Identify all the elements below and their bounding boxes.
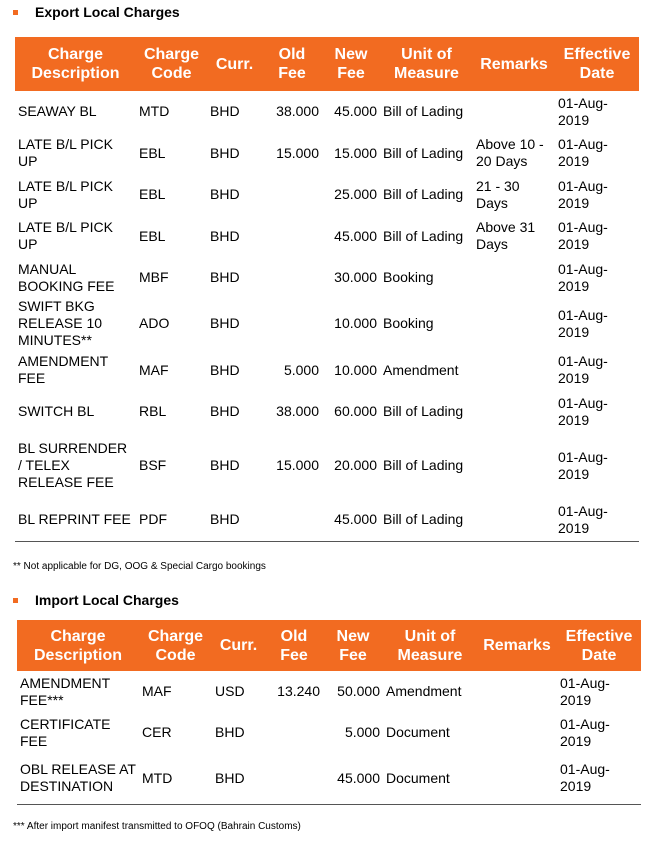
cell-old-fee: 5.000 [283, 361, 319, 378]
cell-currency: BHD [210, 103, 240, 119]
cell-effective-date: 01-Aug-2019 [558, 448, 608, 482]
cell-old-fee [262, 499, 322, 541]
table-row [15, 257, 639, 298]
cell-currency: BHD [210, 144, 240, 161]
cell-old-fee: 13.240 [277, 683, 320, 699]
header-unit-of-measure: Unit of Measure [383, 620, 477, 671]
cell-charge-code: MTD [139, 103, 170, 119]
cell-effective-date: 01-Aug-2019 [558, 94, 608, 128]
header-charge-code: Charge Code [136, 37, 207, 91]
cell-new-fee: 10.000 [334, 361, 377, 378]
table-row [15, 298, 639, 349]
cell-charge-description: BL REPRINT FEE [15, 499, 136, 541]
cell-charge-code: EBL [139, 186, 166, 202]
cell-new-fee: 45.000 [322, 499, 380, 541]
cell-old-fee [265, 712, 323, 753]
cell-unit-of-measure: Amendment [386, 683, 462, 699]
export-title-text: Export Local Charges [35, 4, 180, 20]
header-remarks: Remarks [477, 620, 557, 671]
cell-old-fee [262, 215, 322, 257]
export-footnote: ** Not applicable for DG, OOG & Special Cargo bookings [13, 561, 266, 572]
cell-new-fee: 10.000 [334, 315, 377, 331]
cell-charge-code: PDF [136, 499, 207, 541]
cell-currency: BHD [210, 315, 240, 331]
cell-charge-description: AMENDMENT FEE*** [20, 674, 110, 708]
export-table-body [15, 91, 639, 541]
cell-unit-of-measure: Bill of Lading [383, 403, 464, 419]
header-unit-of-measure: Unit of Measure [380, 37, 473, 91]
cell-new-fee: 25.000 [334, 186, 377, 202]
cell-effective-date: 01-Aug-2019 [558, 394, 608, 428]
header-old-fee: Old Fee [262, 37, 322, 91]
header-new-fee: New Fee [323, 620, 383, 671]
table-row [17, 753, 641, 804]
header-new-fee: New Fee [322, 37, 380, 91]
cell-effective-date: 01-Aug-2019 [558, 177, 608, 211]
cell-unit-of-measure: Document [386, 724, 450, 740]
import-charges-table [17, 620, 641, 805]
cell-unit-of-measure: Document [383, 753, 477, 804]
cell-charge-description: BL SURRENDER / TELEX RELEASE FEE [18, 440, 128, 490]
cell-currency: BHD [210, 269, 240, 285]
cell-unit-of-measure: Bill of Lading [383, 227, 464, 244]
cell-remarks: Above 10 - 20 Days [476, 136, 544, 169]
cell-currency: BHD [210, 361, 240, 378]
table-row [15, 499, 639, 541]
cell-new-fee: 5.000 [344, 724, 380, 740]
bullet-icon [13, 10, 18, 15]
cell-remarks: 21 - 30 Days [476, 177, 520, 211]
cell-unit-of-measure: Bill of Lading [383, 457, 464, 473]
cell-unit-of-measure: Bill of Lading [380, 499, 473, 541]
cell-effective-date: 01-Aug-2019 [558, 136, 608, 169]
cell-effective-date: 01-Aug-2019 [558, 219, 608, 252]
table-row [15, 391, 639, 432]
header-charge-description: Charge Description [15, 37, 136, 91]
cell-old-fee [265, 753, 323, 804]
cell-currency: USD [215, 683, 245, 699]
table-row [15, 132, 639, 174]
cell-remarks [473, 298, 555, 349]
cell-currency: BHD [212, 753, 265, 804]
table-row [15, 174, 639, 215]
header-charge-description: Charge Description [17, 620, 139, 671]
table-row [17, 671, 641, 712]
cell-unit-of-measure: Booking [383, 269, 434, 285]
table-row [15, 432, 639, 499]
cell-charge-code: EBL [139, 144, 166, 161]
cell-currency: BHD [215, 724, 245, 740]
cell-old-fee: 38.000 [276, 403, 319, 419]
cell-effective-date: 01-Aug-2019 [558, 353, 608, 386]
cell-new-fee: 15.000 [334, 144, 377, 161]
cell-old-fee [262, 298, 322, 349]
import-footnote: *** After import manifest transmitted to OFOQ (Bahrain Customs) [13, 821, 301, 832]
header-effective-date: Effective Date [557, 620, 641, 671]
cell-charge-code: ADO [139, 315, 170, 331]
cell-charge-code: RBL [139, 403, 167, 419]
cell-charge-code: BSF [139, 457, 167, 473]
cell-charge-code: MAF [142, 683, 172, 699]
cell-effective-date: 01-Aug-2019 [555, 499, 639, 541]
cell-remarks [477, 671, 557, 712]
cell-effective-date: 01-Aug-2019 [560, 715, 610, 749]
export-section-title [13, 4, 180, 20]
export-charges-table [15, 37, 639, 542]
import-section-title [13, 592, 179, 608]
cell-new-fee: 45.000 [323, 753, 383, 804]
cell-effective-date: 01-Aug-2019 [558, 306, 608, 340]
header-charge-code: Charge Code [139, 620, 212, 671]
cell-remarks [477, 753, 557, 804]
table-row [15, 349, 639, 391]
cell-unit-of-measure: Bill of Lading [383, 186, 464, 202]
cell-charge-description: CERTIFICATE FEE [20, 715, 111, 749]
cell-charge-description: SEAWAY BL [18, 103, 97, 119]
table-row [15, 91, 639, 132]
cell-old-fee [262, 257, 322, 298]
import-title-text: Import Local Charges [35, 592, 179, 608]
cell-unit-of-measure: Bill of Lading [383, 144, 464, 161]
cell-charge-code: CER [142, 724, 172, 740]
cell-currency: BHD [210, 227, 240, 244]
cell-remarks [473, 391, 555, 432]
cell-old-fee: 38.000 [276, 103, 319, 119]
table-row [15, 215, 639, 257]
header-effective-date: Effective Date [555, 37, 639, 91]
cell-charge-description: SWITCH BL [18, 403, 95, 419]
cell-new-fee: 30.000 [334, 269, 377, 285]
cell-new-fee: 60.000 [334, 403, 377, 419]
cell-effective-date: 01-Aug-2019 [557, 753, 641, 804]
cell-new-fee: 50.000 [337, 683, 380, 699]
cell-remarks [473, 257, 555, 298]
cell-currency: BHD [210, 403, 240, 419]
header-old-fee: Old Fee [265, 620, 323, 671]
cell-currency: BHD [207, 499, 262, 541]
cell-charge-description: LATE B/L PICK UP [18, 136, 113, 169]
cell-unit-of-measure: Booking [383, 315, 434, 331]
cell-unit-of-measure: Bill of Lading [383, 103, 464, 119]
cell-old-fee: 15.000 [276, 144, 319, 161]
cell-charge-code: MBF [139, 269, 169, 285]
cell-unit-of-measure: Amendment [383, 361, 459, 378]
cell-charge-description: LATE B/L PICK UP [18, 219, 113, 252]
cell-new-fee: 20.000 [334, 457, 377, 473]
header-remarks: Remarks [473, 37, 555, 91]
table-row [17, 712, 641, 753]
cell-charge-description: LATE B/L PICK UP [18, 177, 113, 211]
cell-charge-description: SWIFT BKG RELEASE 10 MINUTES** [18, 298, 103, 348]
cell-charge-code: MTD [139, 753, 212, 804]
cell-new-fee: 45.000 [334, 227, 377, 244]
import-table-body [17, 671, 641, 804]
bullet-icon [13, 598, 18, 603]
cell-remarks [473, 499, 555, 541]
cell-remarks [473, 91, 555, 132]
cell-new-fee: 45.000 [334, 103, 377, 119]
header-currency: Curr. [207, 37, 262, 91]
cell-currency: BHD [210, 186, 240, 202]
cell-remarks: Above 31 Days [476, 219, 536, 252]
header-currency: Curr. [212, 620, 265, 671]
cell-charge-description: MANUAL BOOKING FEE [18, 260, 115, 294]
cell-currency: BHD [210, 457, 240, 473]
cell-effective-date: 01-Aug-2019 [560, 674, 610, 708]
import-header-row [17, 620, 641, 671]
cell-charge-description: AMENDMENT FEE [18, 353, 108, 386]
export-header-row [15, 37, 639, 91]
cell-remarks [473, 349, 555, 391]
cell-old-fee: 15.000 [276, 457, 319, 473]
cell-remarks [473, 432, 555, 499]
cell-effective-date: 01-Aug-2019 [558, 260, 608, 294]
cell-charge-description: OBL RELEASE AT DESTINATION [17, 753, 139, 804]
cell-charge-code: EBL [139, 227, 166, 244]
cell-old-fee [262, 174, 322, 215]
cell-charge-code: MAF [139, 361, 169, 378]
cell-remarks [477, 712, 557, 753]
